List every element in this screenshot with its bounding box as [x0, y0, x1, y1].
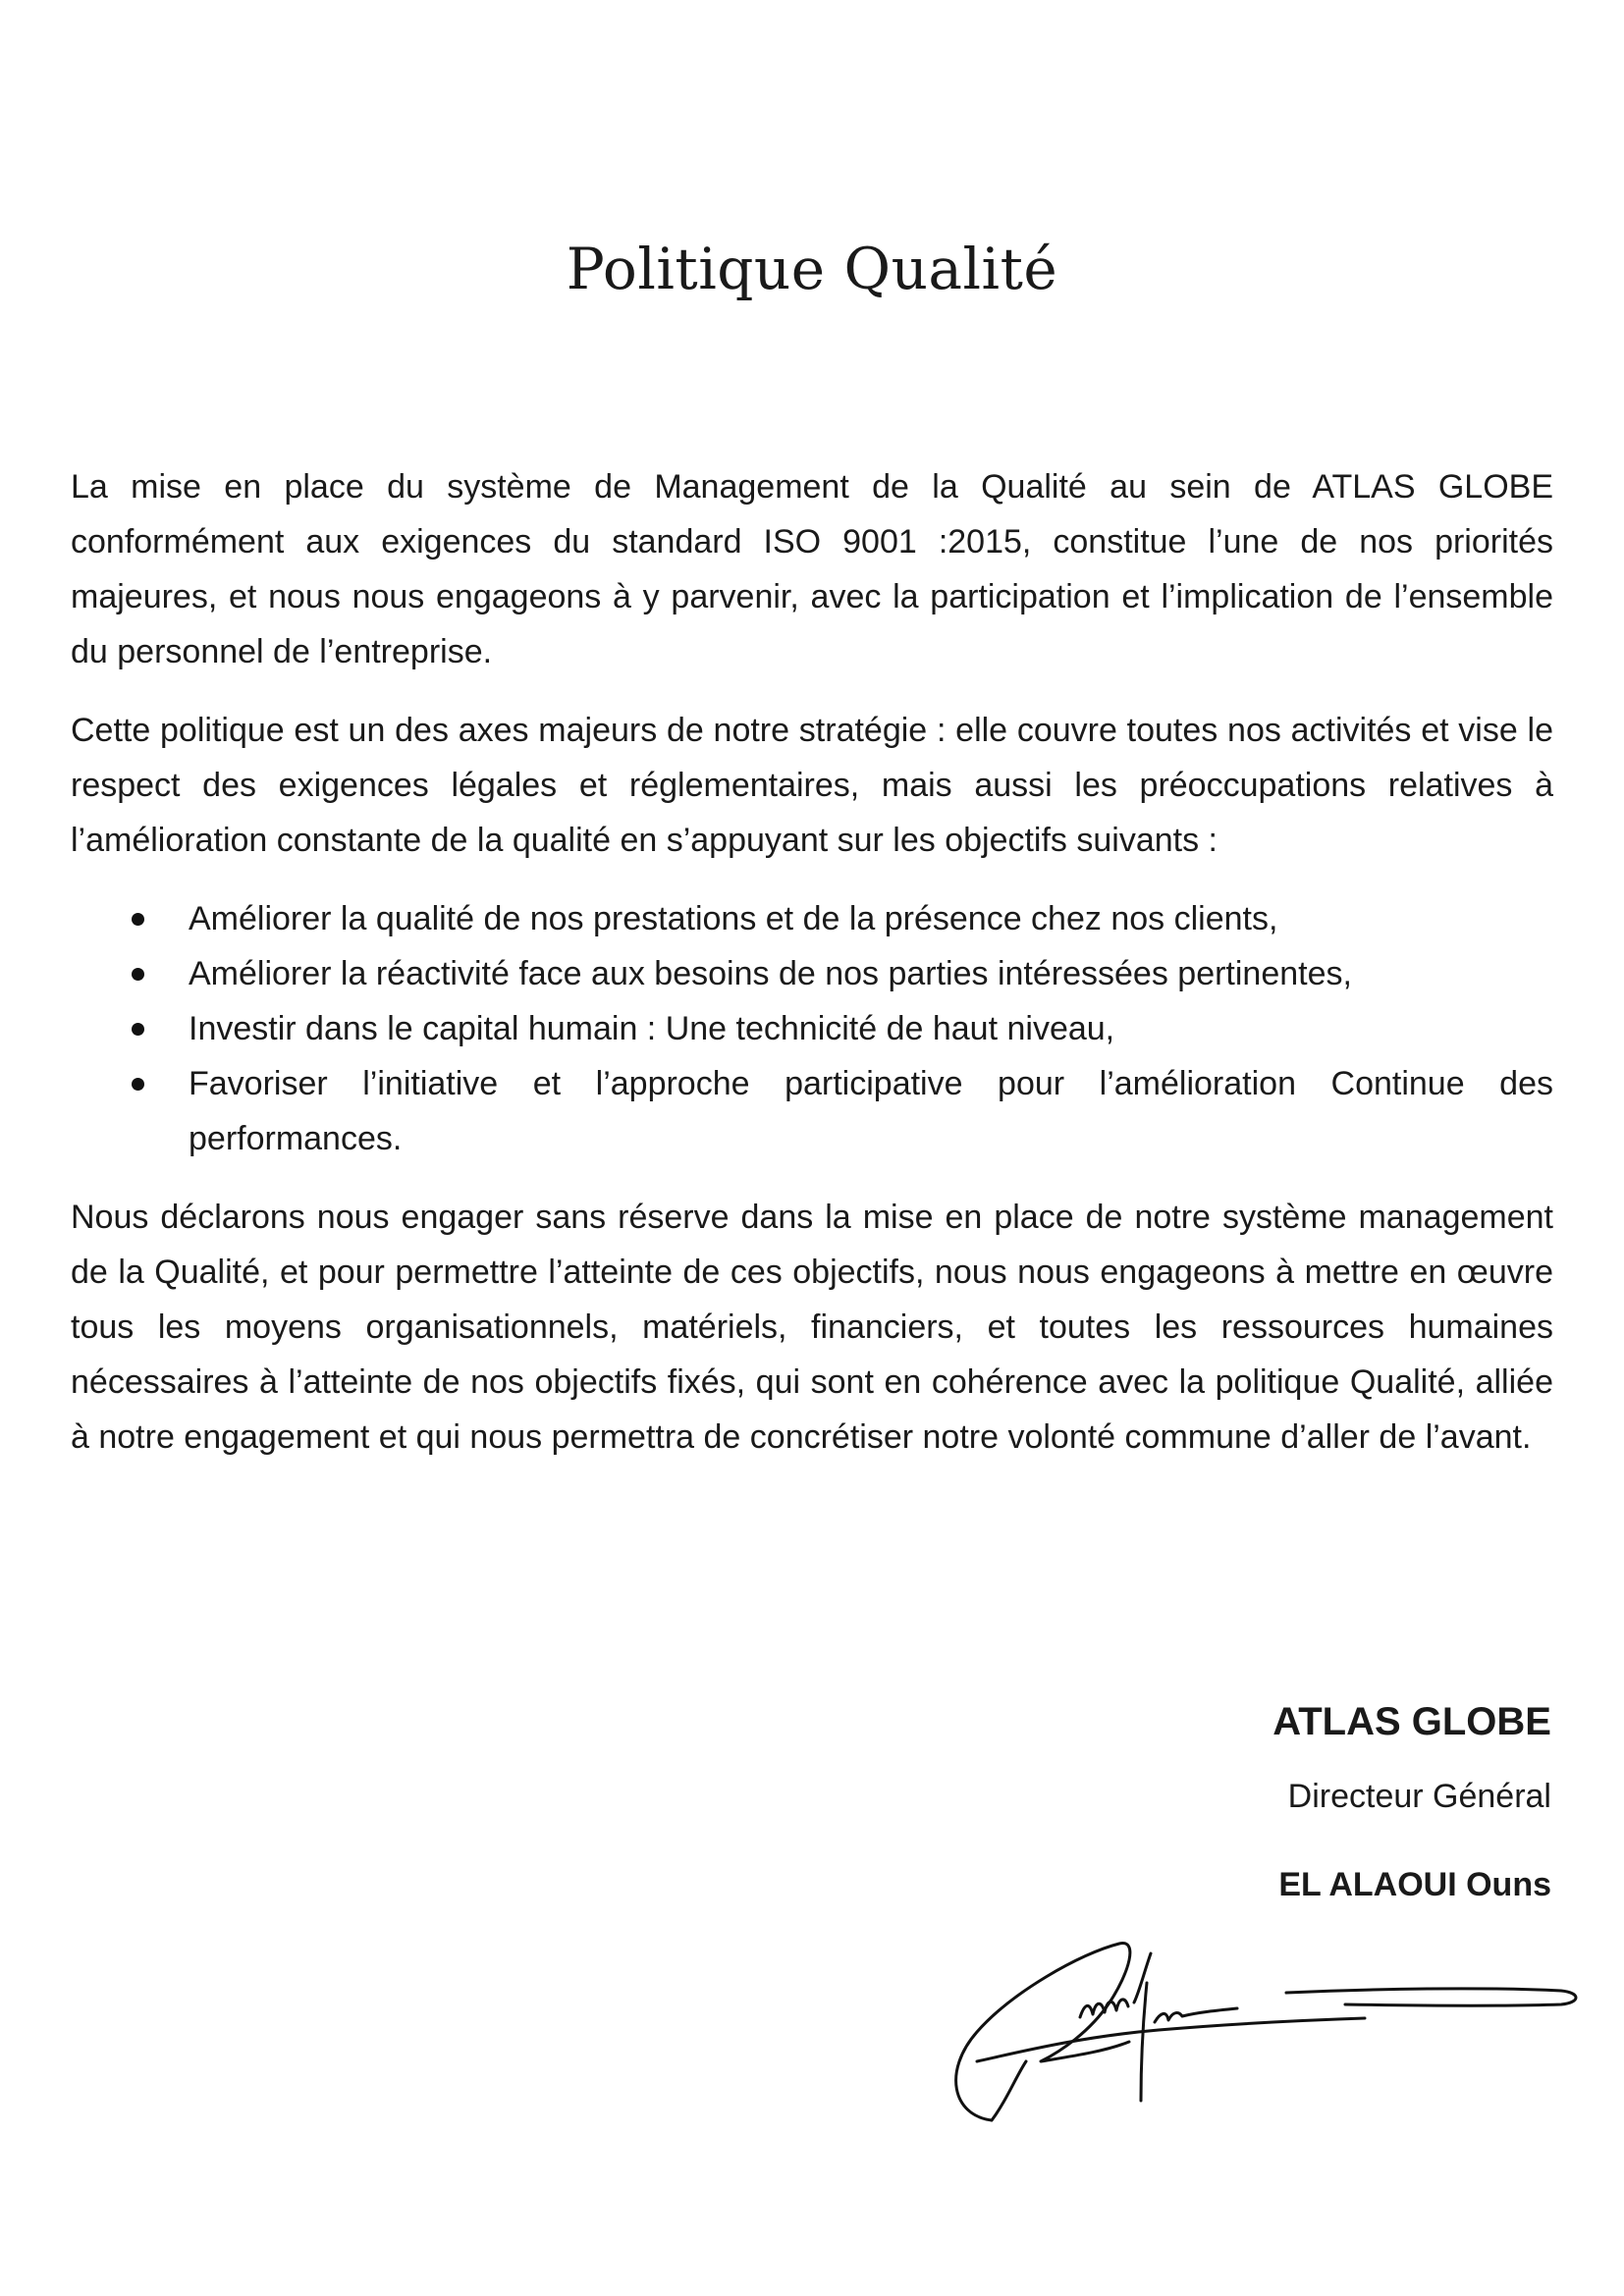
objective-text: Améliorer la qualité de nos prestations et de la présence chez nos clients, — [189, 900, 1278, 937]
handwritten-signature — [933, 1914, 1600, 2150]
list-item — [71, 1056, 1553, 1166]
bullet-dot-icon — [132, 968, 144, 981]
page-title: Politique Qualité — [566, 236, 1058, 302]
bullet-dot-icon — [132, 913, 144, 926]
bullet-dot-icon — [132, 1023, 144, 1036]
list-item — [71, 891, 1553, 946]
document-body — [71, 459, 1553, 1488]
paragraph-strategy: Cette politique est un des axes majeurs de notre stratégie : elle couvre toutes nos activités et vise le respect des exigences légales et réglementaires, mais aussi les préoccupations relatives à l’amélioration constante de la qualité en s’appuyant sur les objectifs suivants : — [71, 712, 1553, 859]
paragraph-commitment: Nous déclarons nous engager sans réserve dans la mise en place de notre système management de la Qualité, et pour permettre l’atteinte de ces objectifs, nous nous engageons à mettre en œuvre tous les moyens organisationnels, matériels, financiers, et toutes les ressources humaines nécessaires à l’atteinte de nos objectifs fixés, qui sont en cohérence avec la politique Qualité, alliée à notre engagement et qui nous permettra de concrétiser notre volonté commune d’aller de l’avant. — [71, 1199, 1553, 1456]
signature-block — [864, 1694, 1551, 1912]
signatory-name: EL ALAOUI Ouns — [1278, 1866, 1551, 1903]
list-item — [71, 1001, 1553, 1056]
list-item — [71, 946, 1553, 1001]
objectives-list — [71, 891, 1553, 1166]
company-name: ATLAS GLOBE — [1272, 1700, 1551, 1743]
objective-text: Investir dans le capital humain : Une technicité de haut niveau, — [189, 1010, 1115, 1047]
paragraph-intro: La mise en place du système de Management de la Qualité au sein de ATLAS GLOBE conformément aux exigences du standard ISO 9001 :2015, constitue l’une de nos priorités majeures, et nous nous engageons à y parvenir, avec la participation et l’implication de l’ensemble du personnel de l’entreprise. — [71, 468, 1553, 670]
objective-text: Favoriser l’initiative et l’approche participative pour l’amélioration Continue des performances. — [189, 1065, 1553, 1157]
signatory-role: Directeur Général — [1287, 1778, 1551, 1815]
bullet-dot-icon — [132, 1078, 144, 1091]
objective-text: Améliorer la réactivité face aux besoins de nos parties intéressées pertinentes, — [189, 955, 1352, 992]
